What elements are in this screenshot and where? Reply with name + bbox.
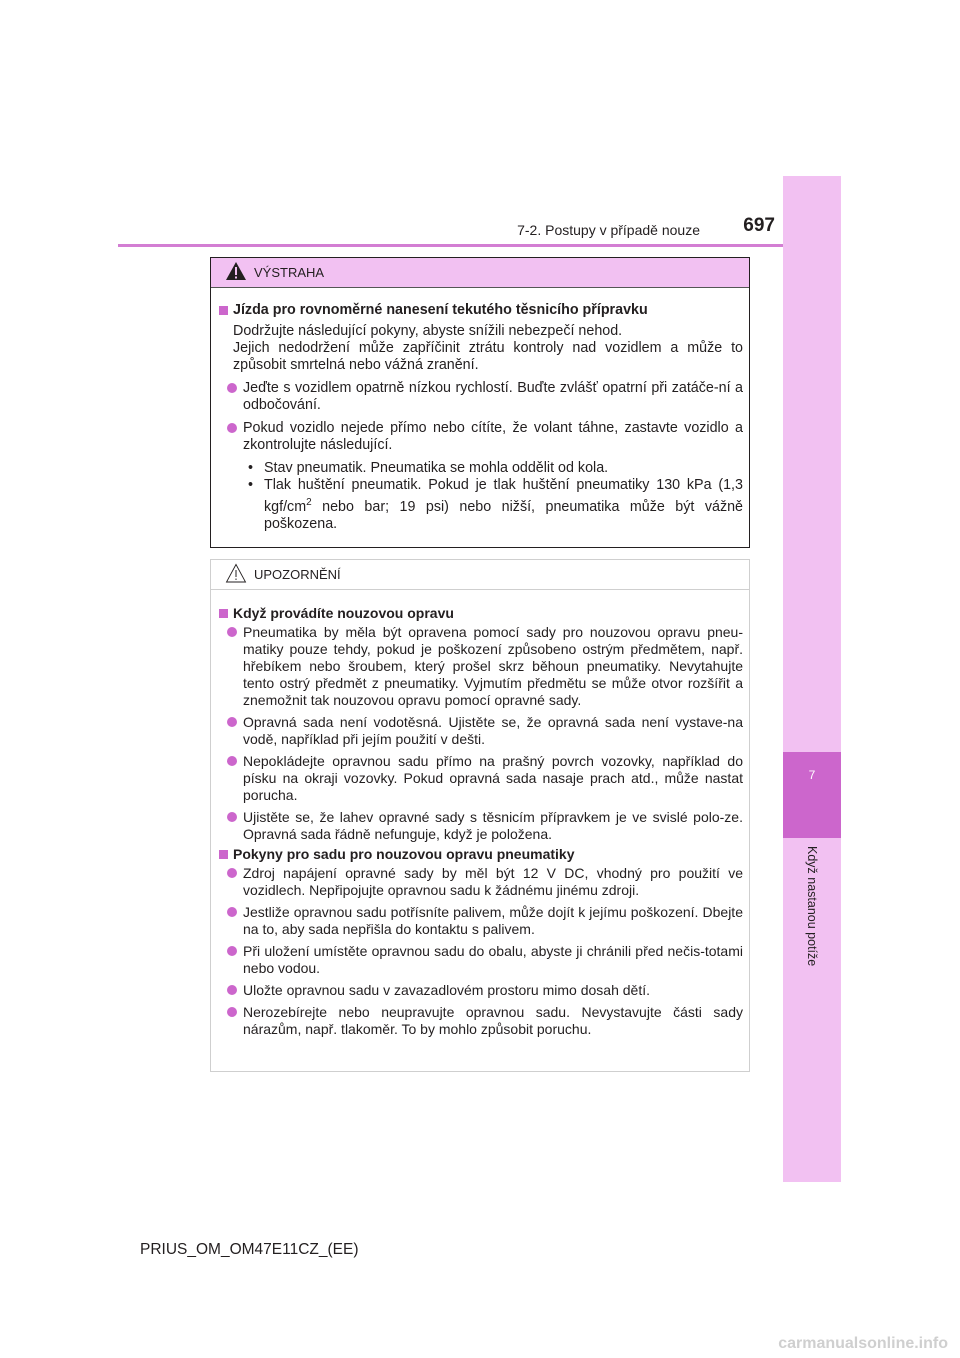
caution-bullet	[227, 865, 743, 899]
circle-bullet-icon	[227, 627, 237, 637]
warning-intro: Dodržujte následující pokyny, abyste snížili nebezpečí nehod.	[233, 323, 623, 339]
square-bullet-icon	[219, 306, 228, 315]
pressure-text: Tlak huštění pneumatik. Pokud je tlak huštění pneumatiky 130 kPa (1,3 kgf/cm	[264, 477, 743, 515]
document-code-footer: PRIUS_OM_OM47E11CZ_(EE)	[140, 1241, 359, 1258]
warning-sub-item	[248, 460, 743, 477]
warning-bullet-text: Pokud vozidlo nejede přímo nebo cítíte, že volant táhne, zastavte vozidlo a zkontrolujte následující.	[243, 420, 743, 453]
circle-bullet-icon	[227, 985, 237, 995]
caution-box	[210, 559, 750, 1072]
superscript: 2	[306, 497, 312, 508]
circle-bullet-icon	[227, 717, 237, 727]
warning-title: VÝSTRAHA	[254, 265, 325, 280]
square-bullet-icon	[219, 609, 228, 618]
chapter-label: Když nastanou potíže	[805, 846, 819, 967]
chapter-number-box	[783, 752, 841, 838]
caution-header	[211, 560, 749, 590]
circle-bullet-icon	[227, 812, 237, 822]
caution-bullet-text	[243, 624, 743, 709]
caution-body	[211, 590, 749, 1038]
caution-bullet	[227, 1004, 743, 1038]
warning-intro-2: Jejich nedodržení může zapříčinit ztrátu kontroly nad vozidlem a může to způsobit smrtelná nebo vážná zranění.	[233, 340, 743, 373]
caution-bullet	[227, 809, 743, 843]
caution-section-text: Když provádíte nouzovou opravu	[233, 605, 454, 621]
caution-bullet	[227, 904, 743, 938]
caution-section-heading	[218, 605, 743, 622]
caution-bullet-text-a: Pneumatika by měla být opravena pomocí sady pro nouzovou opravu pneu-matiky pouze tehdy, pokud je poškození způsobeno ostrým předmětem, např. hřebíkem nebo šroubem, který prošel skrz běhoun pneumatiky.	[243, 624, 743, 674]
circle-bullet-icon	[227, 868, 237, 878]
chapter-side-tab	[783, 176, 841, 1182]
sub-bullet-mark: •	[248, 477, 254, 493]
caution-bullet	[227, 753, 743, 804]
circle-bullet-icon	[227, 383, 237, 393]
caution-section-text: Pokyny pro sadu pro nouzovou opravu pneumatiky	[233, 846, 575, 862]
pressure-text-end: nebo bar; 19 psi) nebo nižší, pneumatika může být vážně poškozena.	[264, 498, 743, 532]
caution-bullet-text: Nepokládejte opravnou sadu přímo na prašný povrch vozovky, například do písku na okraji vozovky. Pokud opravná sada nasaje prach atd., může nastat porucha.	[243, 753, 743, 803]
circle-bullet-icon	[227, 907, 237, 917]
caution-bullet	[227, 982, 743, 999]
caution-bullet-text: Jestliže opravnou sadu potřísníte palivem, může dojít k jejímu poškození. Dbejte na to, aby sada nepřišla do kontaktu s palivem.	[243, 904, 743, 937]
caution-bullet-text: Zdroj napájení opravné sady by měl být 12 V DC, vhodný pro použití ve vozidlech. Nepřipojujte opravnou sadu k žádnému jinému zdroji.	[243, 865, 743, 898]
circle-bullet-icon	[227, 423, 237, 433]
caution-bullet-text: Nerozebírejte nebo neupravujte opravnou sadu. Nevystavujte části sady nárazům, např. tlakoměr. To by mohlo způsobit poruchu.	[243, 1004, 743, 1037]
caution-section-heading	[218, 846, 743, 863]
caution-bullet-text: Ujistěte se, že lahev opravné sady s těsnicím přípravkem je ve svislé polo-ze. Opravná sada řádně nefunguje, když je položena.	[243, 809, 743, 842]
caution-title: UPOZORNĚNÍ	[254, 567, 341, 582]
warning-header	[211, 258, 749, 288]
caution-bullet-text-b: Nevytahujte tento ostrý předmět z pneumatiky. Vyjmutím předmětu se může otvor rozšířit a znemožnit tak nouzovou opravu pomocí opravné sady.	[243, 658, 744, 708]
page-number: 697	[743, 215, 775, 236]
circle-bullet-icon	[227, 1007, 237, 1017]
warning-body	[211, 288, 749, 533]
circle-bullet-icon	[227, 946, 237, 956]
sub-bullet-mark: •	[248, 460, 254, 476]
warning-sub-item	[248, 477, 743, 533]
warning-section-heading	[218, 302, 743, 319]
warning-bullet-text: Jeďte s vozidlem opatrně nízkou rychlostí. Buďte zvlášť opatrní při zatáče-ní a odbočování.	[243, 380, 743, 413]
chapter-number: 7	[808, 768, 816, 782]
warning-triangle-icon	[225, 261, 247, 281]
caution-bullet	[227, 714, 743, 748]
caution-bullet-text: Opravná sada není vodotěsná. Ujistěte se, že opravná sada není vystave-na vodě, například při jejím použití v dešti.	[243, 714, 743, 747]
caution-bullet	[227, 624, 743, 709]
warning-sub-text: Stav pneumatik. Pneumatika se mohla oddělit od kola.	[264, 460, 609, 476]
header-rule	[118, 244, 783, 247]
caution-bullet-text: Uložte opravnou sadu v zavazadlovém prostoru mimo dosah dětí.	[243, 982, 650, 998]
header-section-title: 7-2. Postupy v případě nouze	[517, 222, 700, 238]
warning-section-text: Jízda pro rovnoměrné nanesení tekutého těsnicího přípravku	[233, 302, 648, 318]
caution-bullet-text: Při uložení umístěte opravnou sadu do obalu, abyste ji chránili před nečis-totami nebo vodou.	[243, 943, 743, 976]
warning-bullet	[227, 380, 743, 414]
warning-bullet	[227, 420, 743, 454]
circle-bullet-icon	[227, 756, 237, 766]
warning-sub-text	[264, 477, 743, 533]
caution-triangle-icon	[225, 563, 247, 583]
square-bullet-icon	[219, 850, 228, 859]
warning-box	[210, 257, 750, 548]
watermark: carmanualsonline.info	[778, 1335, 948, 1352]
caution-bullet	[227, 943, 743, 977]
